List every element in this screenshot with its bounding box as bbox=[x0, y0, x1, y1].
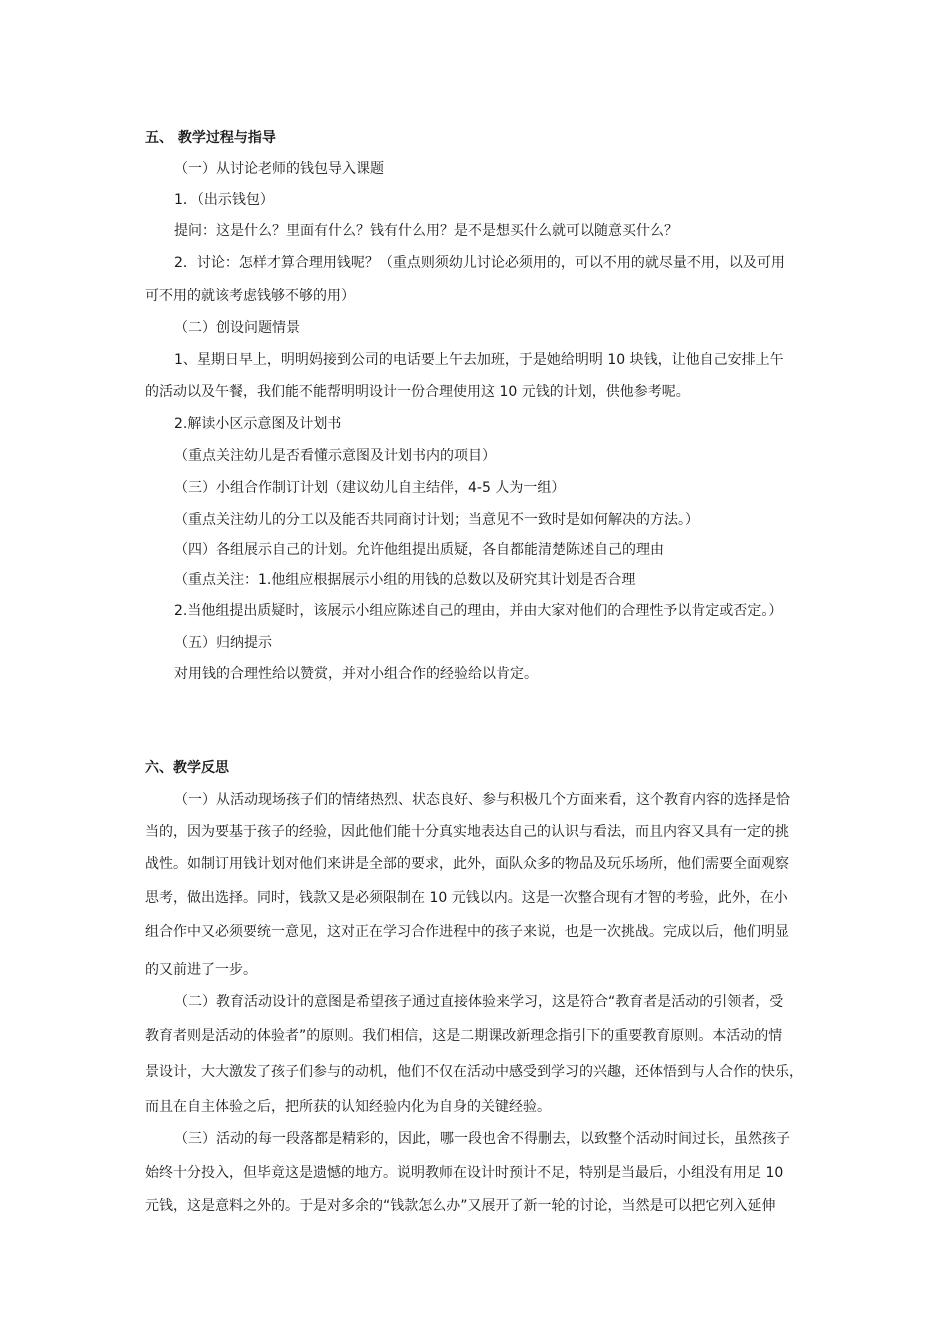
paragraph: 2．讨论：怎样才算合理用钱呢？（重点则须幼儿讨论必须用的，可以不用的就尽量不用，以及可用 bbox=[174, 255, 785, 271]
paragraph: 而且在自主体验之后，把所获的认知经验内化为自身的关键经验。 bbox=[145, 1099, 551, 1115]
paragraph: （重点关注幼儿是否看懂示意图及计划书内的项目） bbox=[174, 448, 496, 464]
paragraph: （重点关注：1.他组应根据展示小组的用钱的总数以及研究其计划是否合理 bbox=[174, 572, 636, 588]
paragraph: 2.当他组提出质疑时，该展示小组应陈述自己的理由，并由大家对他们的合理性予以肯定或否定。） bbox=[174, 603, 783, 619]
paragraph: 景设计，大大激发了孩子们参与的动机，他们不仅在活动中感受到学习的兴趣，还体悟到与人合作的快乐， bbox=[145, 1064, 803, 1080]
paragraph: （五）归纳提示 bbox=[174, 635, 272, 651]
paragraph: 始终十分投入，但毕竟这是遗憾的地方。说明教师在设计时预计不足，特别是当最后，小组没有用足 10 bbox=[145, 1165, 784, 1181]
paragraph: （三）小组合作制订计划（建议幼儿自主结伴，4-5 人为一组） bbox=[174, 480, 566, 496]
paragraph: 的又前进了一步。 bbox=[145, 962, 257, 978]
paragraph: 元钱，这是意料之外的。于是对多余的“钱款怎么办”又展开了新一轮的讨论，当然是可以把它列入延伸 bbox=[145, 1198, 776, 1214]
paragraph: （一）从活动现场孩子们的情绪热烈、状态良好、参与积极几个方面来看，这个教育内容的选择是恰 bbox=[174, 792, 790, 808]
paragraph: 提问：这是什么？里面有什么？钱有什么用？是不是想买什么就可以随意买什么？ bbox=[174, 223, 678, 239]
paragraph: 思考，做出选择。同时，钱款又是必须限制在 10 元钱以内。这是一次整合现有才智的考验，此外，在小 bbox=[145, 890, 788, 906]
paragraph: （二）教育活动设计的意图是希望孩子通过直接体验来学习，这是符合“教育者是活动的引领者，受 bbox=[174, 994, 784, 1010]
paragraph: 的活动以及午餐，我们能不能帮明明设计一份合理使用这 10 元钱的计划，供他参考呢。 bbox=[145, 384, 690, 400]
paragraph: 对用钱的合理性给以赞赏，并对小组合作的经验给以肯定。 bbox=[174, 666, 538, 682]
paragraph: 当的，因为要基于孩子的经验，因此他们能十分真实地表达自己的认识与看法，而且内容又具有一定的挑 bbox=[145, 824, 789, 840]
section-heading-teaching-process: 五、 教学过程与指导 bbox=[145, 130, 276, 146]
paragraph: 战性。如制订用钱计划对他们来讲是全部的要求，此外，面队众多的物品及玩乐场所，他们需要全面观察 bbox=[145, 856, 789, 872]
paragraph: （一）从讨论老师的钱包导入课题 bbox=[174, 161, 384, 177]
paragraph: （四）各组展示自己的计划。允许他组提出质疑，各自都能清楚陈述自己的理由 bbox=[174, 542, 664, 558]
paragraph: （重点关注幼儿的分工以及能否共同商讨计划；当意见不一致时是如何解决的方法。） bbox=[174, 512, 699, 528]
paragraph: 1．（出示钱包） bbox=[174, 192, 274, 208]
paragraph: 1、星期日早上，明明妈接到公司的电话要上午去加班，于是她给明明 10 块钱，让他自己安排上午 bbox=[174, 352, 784, 368]
section-heading-teaching-reflection: 六、教学反思 bbox=[145, 760, 229, 776]
paragraph: 2.解读小区示意图及计划书 bbox=[174, 416, 342, 432]
paragraph: 可不用的就该考虑钱够不够的用） bbox=[145, 288, 355, 304]
paragraph: 教育者则是活动的体验者”的原则。我们相信，这是二期课改新理念指引下的重要教育原则。本活动的情 bbox=[145, 1028, 783, 1044]
paragraph: （三）活动的每一段落都是精彩的，因此，哪一段也舍不得删去，以致整个活动时间过长，虽然孩子 bbox=[174, 1131, 790, 1147]
paragraph: （二）创设问题情景 bbox=[174, 320, 300, 336]
paragraph: 组合作中又必须要统一意见，这对正在学习合作进程中的孩子来说，也是一次挑战。完成以后，他们明显 bbox=[145, 924, 789, 940]
